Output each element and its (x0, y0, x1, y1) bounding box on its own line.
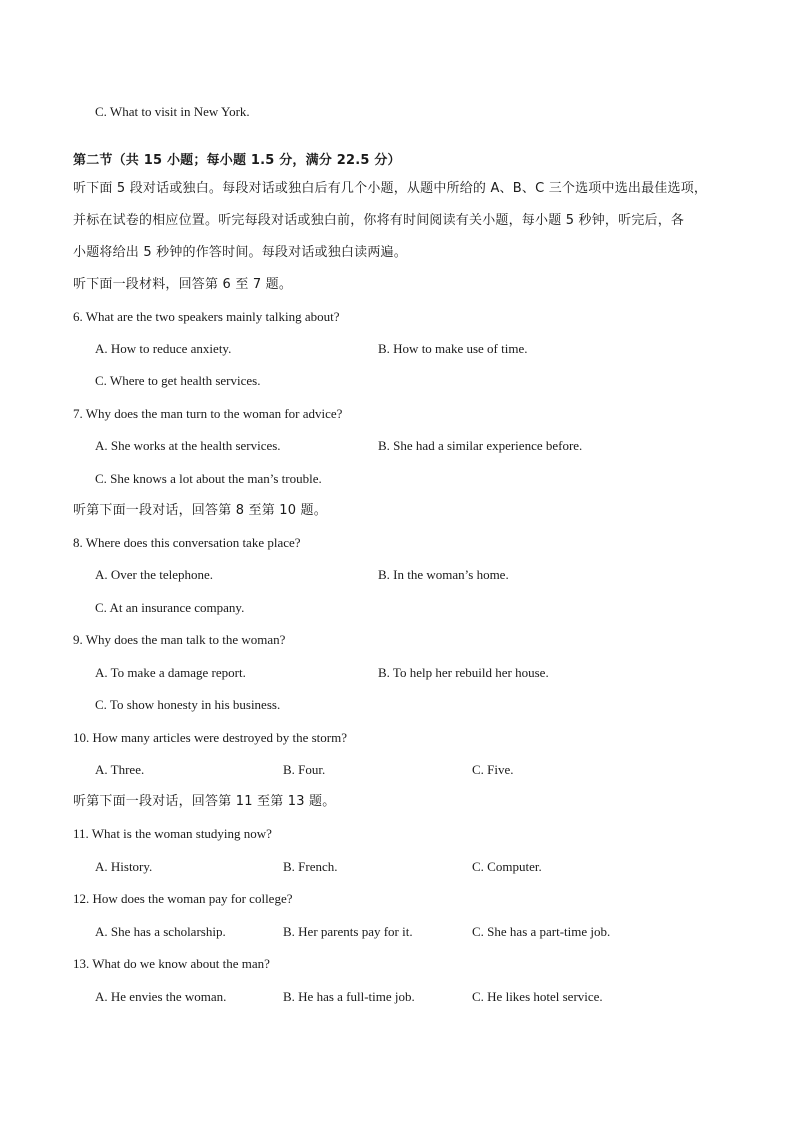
question-12-stem: 12. How does the woman pay for college? (73, 891, 293, 906)
question-12-option-c: C. She has a part-time job. (472, 924, 611, 939)
question-10-option-b: B. Four. (283, 762, 326, 777)
question-10-option-c: C. Five. (472, 762, 514, 777)
question-9-option-b: B. To help her rebuild her house. (378, 665, 549, 680)
question-11-stem: 11. What is the woman studying now? (73, 826, 272, 841)
question-11-option-a: A. History. (95, 859, 153, 874)
question-10-option-a: A. Three. (95, 762, 145, 777)
question-12-option-b: B. Her parents pay for it. (283, 924, 413, 939)
question-9-stem: 9. Why does the man talk to the woman? (73, 632, 286, 647)
group-heading-3: 听第下面一段对话，回答第 11 至第 13 题。 (73, 794, 336, 809)
group-heading-2: 听第下面一段对话，回答第 8 至第 10 题。 (73, 503, 327, 518)
instruction-line-3: 小题将给出 5 秒钟的作答时间。每段对话或独白读两遍。 (73, 245, 407, 260)
section-title: 第二节（共 15 小题；每小题 1.5 分，满分 22.5 分） (73, 153, 401, 168)
question-6-option-a: A. How to reduce anxiety. (95, 341, 232, 356)
question-6-option-b: B. How to make use of time. (378, 341, 528, 356)
instruction-line-1: 听下面 5 段对话或独白。每段对话或独白后有几个小题，从题中所给的 A、B、C 三个选项中选出最佳选项， (73, 181, 708, 196)
question-6-option-c: C. Where to get health services. (95, 373, 261, 388)
question-10-stem: 10. How many articles were destroyed by the storm? (73, 730, 348, 745)
question-7-option-c: C. She knows a lot about the man’s trouble. (95, 471, 322, 486)
question-7-option-b: B. She had a similar experience before. (378, 438, 583, 453)
question-8-stem: 8. Where does this conversation take place? (73, 535, 301, 550)
question-12-option-a: A. She has a scholarship. (95, 924, 226, 939)
question-11-option-b: B. French. (283, 859, 338, 874)
question-6-stem: 6. What are the two speakers mainly talking about? (73, 309, 340, 324)
question-11-option-c: C. Computer. (472, 859, 542, 874)
question-13-option-b: B. He has a full-time job. (283, 989, 415, 1004)
question-13-stem: 13. What do we know about the man? (73, 956, 270, 971)
question-9-option-c: C. To show honesty in his business. (95, 697, 281, 712)
instruction-line-2: 并标在试卷的相应位置。听完每段对话或独白前，你将有时间阅读有关小题，每小题 5 秒钟，听完后，各 (73, 213, 685, 228)
question-8-option-a: A. Over the telephone. (95, 567, 214, 582)
question-9-option-a: A. To make a damage report. (95, 665, 246, 680)
question-13-option-c: C. He likes hotel service. (472, 989, 603, 1004)
question-7-stem: 7. Why does the man turn to the woman for advice? (73, 406, 343, 421)
question-13-option-a: A. He envies the woman. (95, 989, 227, 1004)
question-8-option-c: C. At an insurance company. (95, 600, 245, 615)
group-heading-1: 听下面一段材料，回答第 6 至 7 题。 (73, 277, 293, 292)
prev-option-c: C. What to visit in New York. (95, 104, 250, 119)
question-7-option-a: A. She works at the health services. (95, 438, 281, 453)
question-8-option-b: B. In the woman’s home. (378, 567, 509, 582)
